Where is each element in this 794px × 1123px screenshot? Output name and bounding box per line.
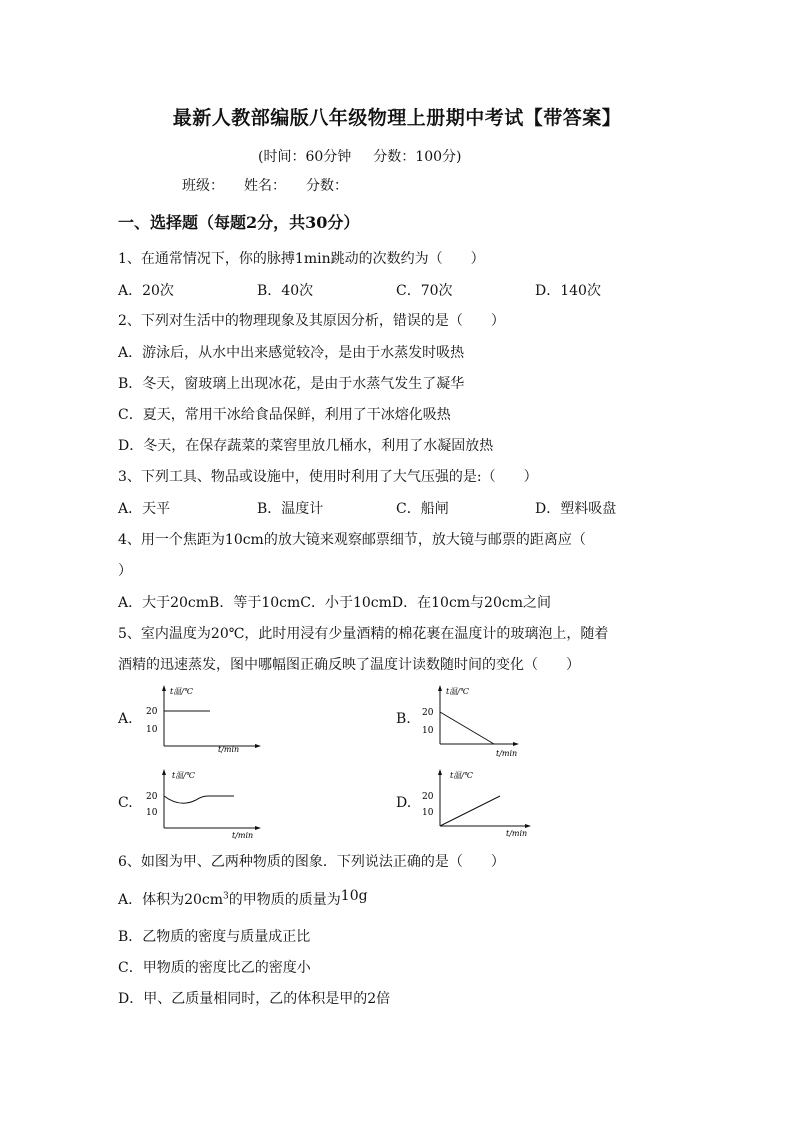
- q4-stem: 4、用一个焦距为10cm的放大镜来观察邮票细节，放大镜与邮票的距离应（: [118, 532, 586, 548]
- name-field: 姓名：: [244, 178, 286, 194]
- q4-stem-cont: ）: [118, 563, 132, 579]
- graph-a-xlabel: t/min: [218, 745, 240, 754]
- q2-option-a: A．游泳后，从水中出来感觉较冷，是由于水蒸发时吸热: [118, 345, 465, 361]
- student-info: [182, 175, 368, 195]
- graph-d-tick-10: 10: [422, 808, 434, 818]
- q3-option-a: A．天平: [118, 501, 171, 517]
- q1-option-c: C．70次: [396, 283, 453, 299]
- graph-b-xlabel: t/min: [496, 749, 518, 758]
- graph-d: [416, 766, 546, 840]
- graph-d-label: D.: [396, 795, 412, 811]
- q6-option-a-sup: 3: [223, 891, 229, 902]
- exam-meta: [258, 146, 461, 166]
- q2-stem: 2、下列对生活中的物理现象及其原因分析，错误的是（ ）: [118, 313, 505, 329]
- graph-c-tick-20: 20: [146, 792, 158, 802]
- graph-b-label: B.: [396, 711, 411, 727]
- q6-option-a-pre: A．体积为20cm: [118, 892, 224, 908]
- graph-a-label: A.: [118, 711, 133, 727]
- graph-c-xlabel: t/min: [232, 831, 254, 840]
- exam-title: 最新人教部编版八年级物理上册期中考试【带答案】: [172, 107, 622, 129]
- graph-c-tick-10: 10: [146, 808, 158, 818]
- graph-c-curve: [164, 796, 234, 803]
- q1-stem: 1、在通常情况下，你的脉搏1min跳动的次数约为（ ）: [118, 251, 485, 267]
- graph-c: [140, 766, 275, 840]
- graph-c-ylabel: t温/℃: [172, 771, 195, 780]
- graph-d-ylabel: t温/℃: [450, 771, 473, 780]
- graph-a: [140, 682, 275, 754]
- q4-options: A．大于20cmB．等于10cmC．小于10cmD．在10cm与20cm之间: [118, 595, 551, 611]
- q6-option-a-mid: 的甲物质的质量为: [228, 892, 341, 908]
- q6-option-a-val: 10g: [340, 888, 368, 904]
- q1-option-b: B．40次: [257, 283, 314, 299]
- graph-b-curve: [440, 712, 494, 744]
- q3-option-d: D．塑料吸盘: [535, 501, 617, 517]
- q3-stem: 3、下列工具、物品或设施中，使用时利用了大气压强的是:（ ）: [118, 469, 538, 485]
- graph-c-label: C.: [118, 795, 133, 811]
- graph-a-tick-10: 10: [146, 725, 158, 735]
- q5-stem: 5、室内温度为20℃，此时用浸有少量酒精的棉花裹在温度计的玻璃泡上，随着: [118, 626, 609, 642]
- section-heading: 一、选择题（每题2分，共30分）: [118, 213, 360, 232]
- q6-option-c: C．甲物质的密度比乙的密度小: [118, 960, 311, 976]
- q2-option-d: D．冬天，在保存蔬菜的菜窖里放几桶水，利用了水凝固放热: [118, 438, 494, 454]
- graph-b: [416, 682, 546, 762]
- class-field: 班级：: [182, 178, 224, 194]
- q3-option-b: B．温度计: [257, 501, 324, 517]
- graph-b-tick-10: 10: [422, 726, 434, 736]
- graph-d-xlabel: t/min: [506, 829, 528, 838]
- graph-b-tick-20: 20: [422, 708, 434, 718]
- q5-stem-cont: 酒精的迅速蒸发，图中哪幅图正确反映了温度计读数随时间的变化（ ）: [118, 657, 580, 673]
- q6-option-a: [118, 889, 368, 909]
- graph-d-tick-20: 20: [422, 792, 434, 802]
- q6-option-b: B．乙物质的密度与质量成正比: [118, 929, 311, 945]
- graph-b-ylabel: t温/℃: [446, 687, 469, 696]
- q6-option-d: D．甲、乙质量相同时，乙的体积是甲的2倍: [118, 991, 391, 1007]
- q3-option-c: C．船闸: [396, 501, 449, 517]
- q2-option-b: B．冬天，窗玻璃上出现冰花，是由于水蒸气发生了凝华: [118, 376, 465, 392]
- time-limit: (时间：60分钟: [258, 149, 352, 165]
- graph-a-ylabel: t温/℃: [170, 687, 193, 696]
- q6-stem: 6、如图为甲、乙两种物质的图象．下列说法正确的是（ ）: [118, 854, 505, 870]
- q1-option-a: A．20次: [118, 283, 174, 299]
- total-score: 分数：100分): [373, 149, 462, 165]
- score-field: 分数：: [306, 178, 348, 194]
- q2-option-c: C．夏天，常用干冰给食品保鲜，利用了干冰熔化吸热: [118, 407, 451, 423]
- q1-option-d: D．140次: [535, 283, 601, 299]
- graph-a-tick-20: 20: [146, 707, 158, 717]
- graph-d-curve: [440, 796, 500, 826]
